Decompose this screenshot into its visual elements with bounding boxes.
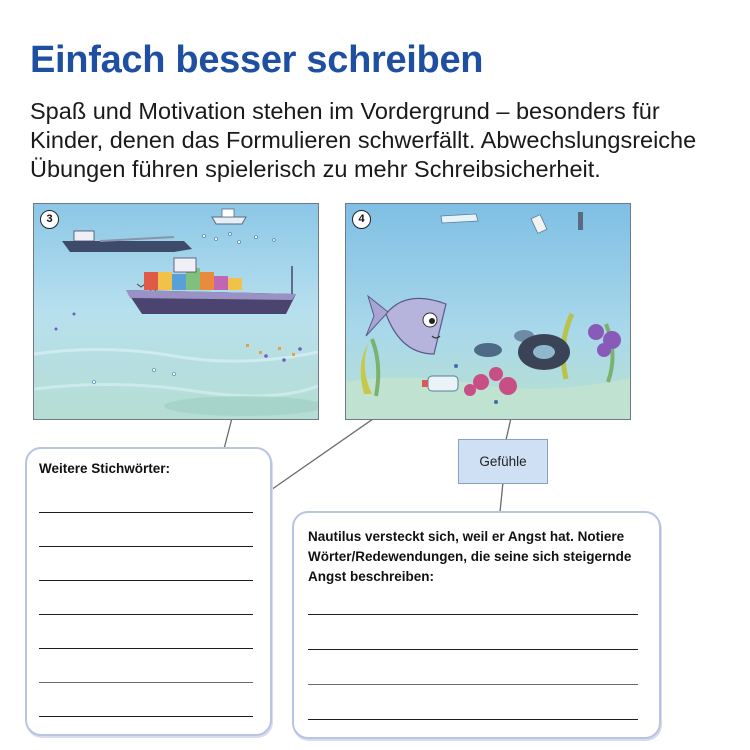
feelings-prompt: Nautilus versteckt sich, weil er Angst hat. Notiere Wörter/Redewendungen, die seine sich steigernde Angst beschreiben:: [308, 529, 632, 584]
feelings-writing-line-2[interactable]: [308, 649, 638, 650]
writing-line-7[interactable]: [39, 716, 253, 717]
illustration-panel-3: [33, 203, 319, 420]
connector-panel3-to-box1: [224, 418, 232, 449]
illustration-panel-4: [345, 203, 631, 420]
underwater-scene-image: [346, 204, 630, 419]
panel-number-3: 3: [40, 210, 59, 229]
feelings-writing-line-1[interactable]: [308, 614, 638, 615]
ship-scene-image: [34, 204, 318, 419]
feelings-writing-line-3[interactable]: [308, 684, 638, 685]
intro-text: Spaß und Motivation stehen im Vordergrund – besonders für Kinder, denen das Formulieren schwerfällt. Abwechslungsreiche Übungen führen spielerisch zu mehr Schreibsicherheit.: [30, 98, 697, 182]
writing-line-6[interactable]: [39, 682, 253, 683]
writing-line-3[interactable]: [39, 580, 253, 581]
keywords-label: Weitere Stichwörter:: [39, 461, 171, 476]
writing-line-4[interactable]: [39, 614, 253, 615]
connector-panel4-to-box1: [268, 412, 383, 492]
writing-line-2[interactable]: [39, 546, 253, 547]
keywords-box: [25, 447, 272, 736]
page-title: Einfach besser schreiben: [30, 39, 484, 81]
gefuehle-tag: [458, 439, 548, 484]
feelings-box: [292, 511, 661, 739]
connector-panel4-to-tag: [506, 418, 511, 440]
connector-tag-to-box2: [500, 482, 503, 512]
gefuehle-tag-label: Gefühle: [479, 454, 527, 469]
panel-number-4: 4: [352, 210, 371, 229]
writing-line-1[interactable]: [39, 512, 253, 513]
feelings-writing-line-4[interactable]: [308, 719, 638, 720]
writing-line-5[interactable]: [39, 648, 253, 649]
